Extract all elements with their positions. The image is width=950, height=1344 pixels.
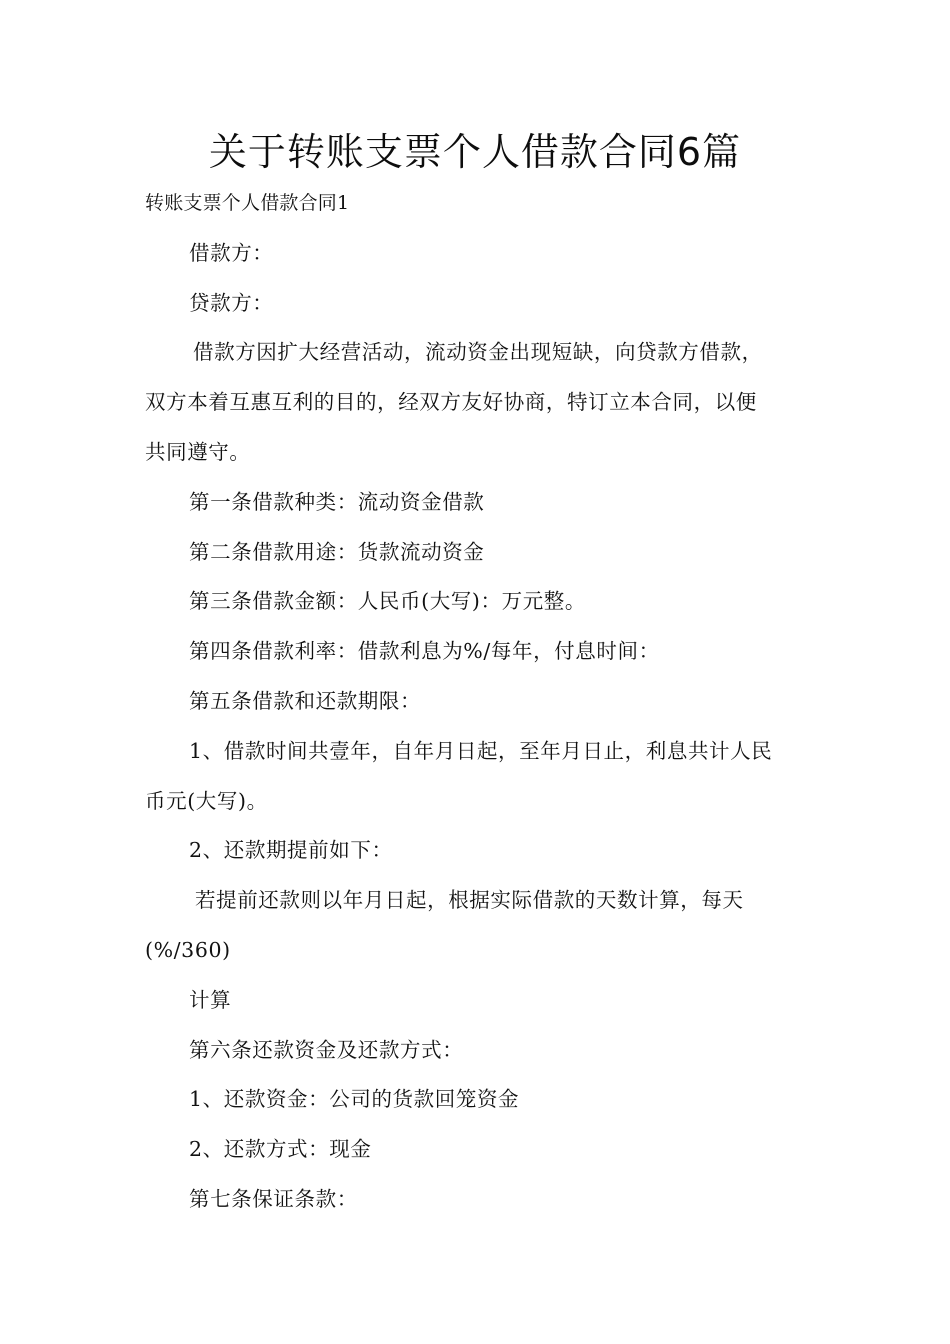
document-title: 关于转账支票个人借款合同6篇	[208, 130, 742, 174]
paragraph-line: 1、还款资金：公司的货款回笼资金	[189, 1087, 520, 1112]
clause-line: 第二条借款用途：货款流动资金	[189, 539, 485, 564]
lender-line: 贷款方：	[189, 290, 274, 315]
paragraph-line: 1、借款时间共壹年，自年月日起，至年月日止，利息共计人民	[189, 738, 773, 763]
paragraph-line: 币元(大写)。	[145, 788, 268, 813]
clause-line: 第三条借款金额：人民币(大写)：万元整。	[189, 589, 586, 614]
clause-line: 第六条还款资金及还款方式：	[189, 1037, 464, 1062]
paragraph-line: 若提前还款则以年月日起，根据实际借款的天数计算，每天	[195, 888, 744, 913]
paragraph-line: 计算	[189, 987, 232, 1012]
paragraph-line: 共同遵守。	[145, 439, 251, 464]
clause-line: 第四条借款利率：借款利息为%/每年，付息时间：	[189, 639, 660, 664]
paragraph-line: 2、还款方式：现金	[189, 1137, 372, 1162]
document-body	[145, 179, 810, 1225]
borrower-line: 借款方：	[189, 240, 274, 265]
clause-line: 第一条借款种类：流动资金借款	[189, 489, 485, 514]
paragraph-line: 2、还款期提前如下：	[189, 838, 393, 863]
paragraph-line: 双方本着互惠互利的目的，经双方友好协商，特订立本合同，以便	[145, 390, 757, 415]
section-heading: 转账支票个人借款合同1	[145, 192, 350, 214]
clause-line: 第五条借款和还款期限：	[189, 688, 422, 713]
paragraph-line: (%/360)	[145, 937, 231, 962]
paragraph-line: 借款方因扩大经营活动，流动资金出现短缺，向贷款方借款，	[193, 340, 763, 365]
clause-line: 第七条保证条款：	[189, 1186, 358, 1211]
